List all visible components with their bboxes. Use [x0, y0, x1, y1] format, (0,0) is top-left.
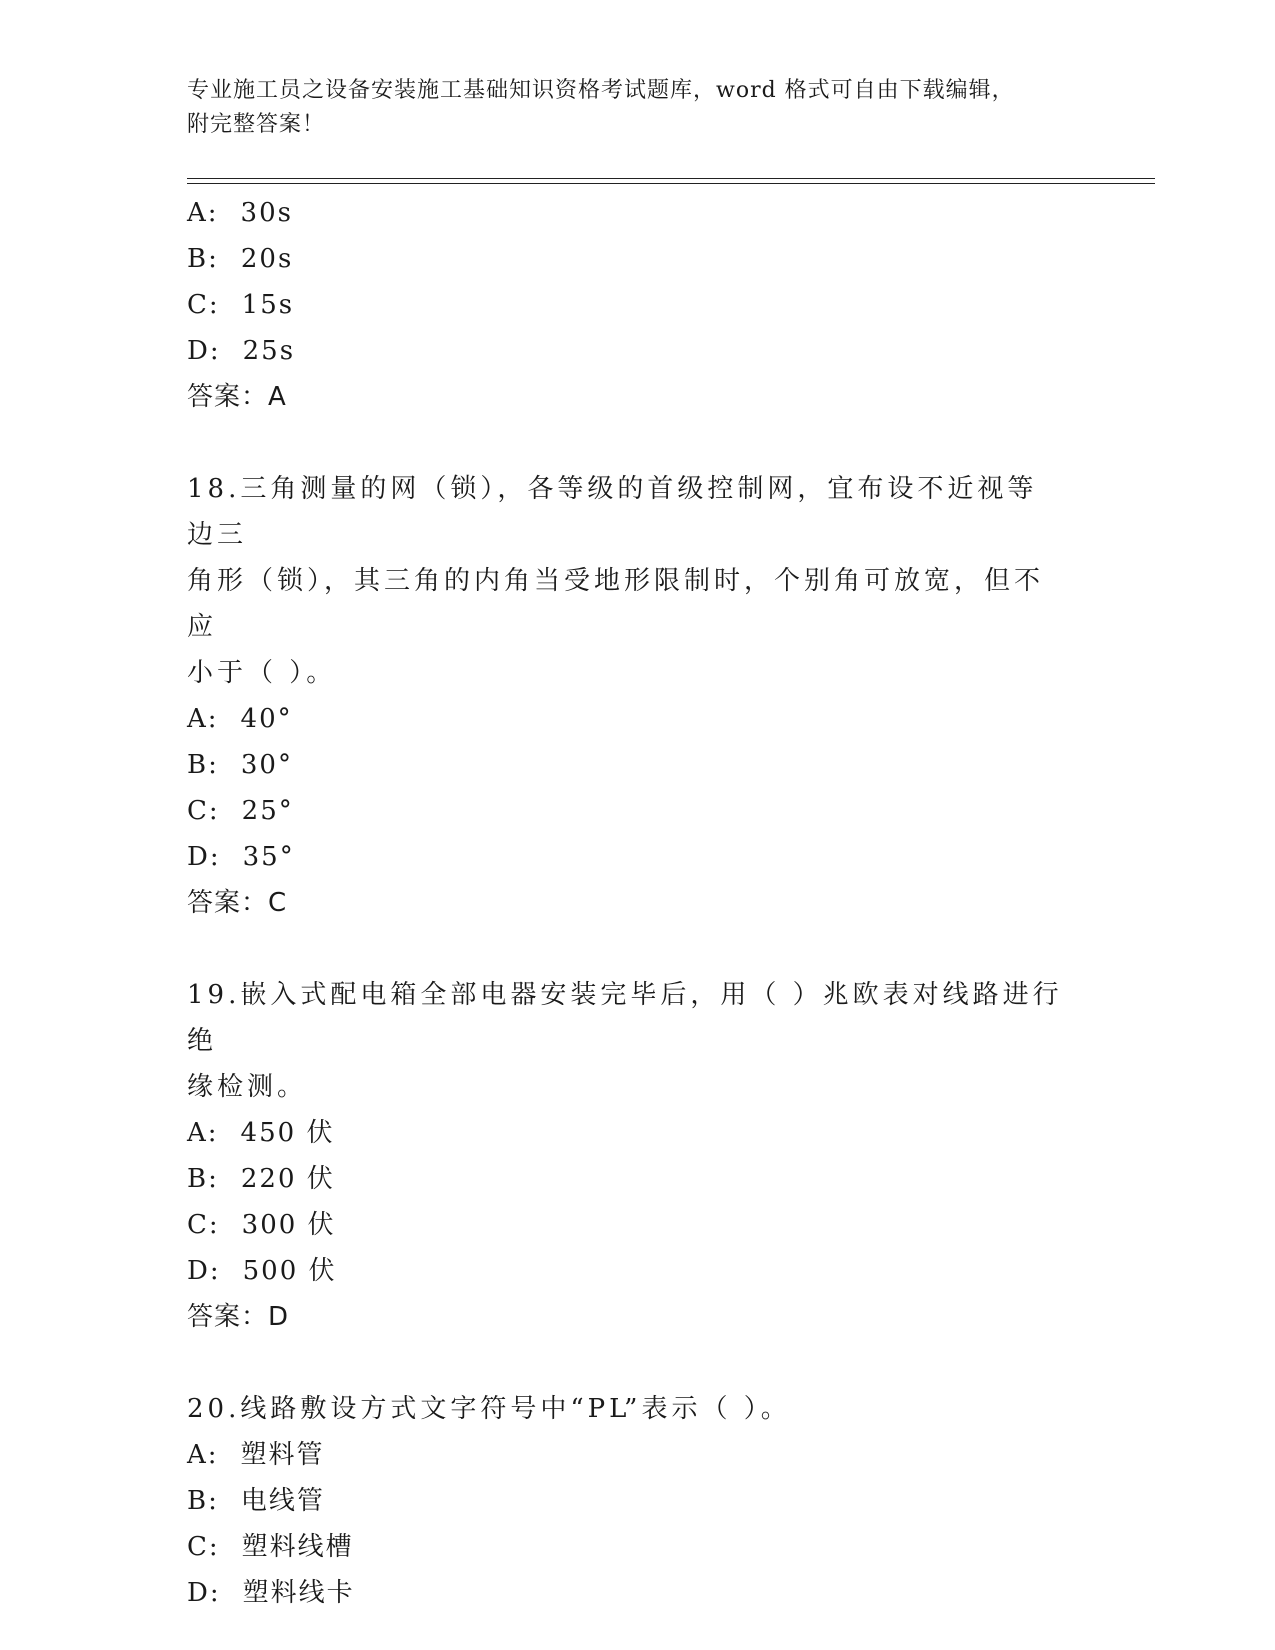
option-d [187, 1570, 1087, 1616]
option-letter: B: [187, 244, 219, 274]
question-17 [187, 190, 1087, 420]
option-c [187, 1524, 1087, 1570]
question-text [187, 972, 1067, 1110]
option-letter: A: [187, 704, 219, 734]
option-d [187, 834, 1087, 880]
option-letter: B: [187, 1164, 219, 1194]
question-text-line: 19.嵌入式配电箱全部电器安装完毕后，用（ ）兆欧表对线路进行绝 [187, 980, 1063, 1056]
option-b [187, 1478, 1087, 1524]
question-18 [187, 466, 1087, 926]
option-b [187, 236, 1087, 282]
option-letter: D: [187, 336, 221, 366]
question-text-line: 角形（锁），其三角的内角当受地形限制时，个别角可放宽，但不应 [187, 566, 1045, 642]
option-text: 500 伏 [242, 1256, 337, 1286]
option-letter: C: [187, 290, 220, 320]
option-text: 220 伏 [240, 1164, 335, 1194]
option-text: 30s [240, 198, 293, 228]
option-text: 塑料线卡 [242, 1578, 355, 1608]
spacer [187, 420, 1087, 466]
option-letter: C: [187, 1210, 220, 1240]
option-a [187, 1110, 1087, 1156]
option-text: 30° [240, 750, 293, 780]
header-title-line-2: 附完整答案！ [187, 112, 326, 137]
option-text: 20s [240, 244, 294, 274]
option-a [187, 1432, 1087, 1478]
question-text-line: 小于（ ）。 [187, 658, 337, 688]
option-text: 塑料线槽 [241, 1532, 354, 1562]
question-text-line: 20.线路敷设方式文字符号中“PL”表示（ ）。 [187, 1394, 791, 1424]
option-text: 35° [242, 842, 295, 872]
option-text: 300 伏 [241, 1210, 336, 1240]
option-letter: C: [187, 796, 220, 826]
option-text: 25s [242, 336, 296, 366]
option-letter: C: [187, 1532, 220, 1562]
answer-line: 答案：D [187, 1302, 290, 1332]
header-title-line-1: 专业施工员之设备安装施工基础知识资格考试题库，word 格式可自由下载编辑， [187, 78, 1015, 103]
option-a [187, 696, 1087, 742]
option-letter: D: [187, 1578, 221, 1608]
question-list [187, 190, 1087, 1616]
header-divider-top [187, 178, 1155, 179]
option-letter: D: [187, 842, 221, 872]
option-d [187, 1248, 1087, 1294]
option-letter: B: [187, 750, 219, 780]
option-c [187, 788, 1087, 834]
option-text: 电线管 [240, 1486, 325, 1516]
option-letter: A: [187, 1440, 219, 1470]
question-text [187, 466, 1067, 696]
option-letter: A: [187, 1118, 219, 1148]
option-text: 450 伏 [240, 1118, 335, 1148]
document-header [187, 74, 1087, 142]
spacer [187, 1340, 1087, 1386]
option-text: 40° [240, 704, 293, 734]
answer-line: 答案：A [187, 382, 287, 412]
option-b [187, 742, 1087, 788]
option-c [187, 282, 1087, 328]
option-b [187, 1156, 1087, 1202]
answer-line: 答案：C [187, 888, 288, 918]
question-text-line: 18.三角测量的网（锁），各等级的首级控制网，宜布设不近视等边三 [187, 474, 1038, 550]
option-letter: A: [187, 198, 219, 228]
question-20 [187, 1386, 1087, 1616]
option-a [187, 190, 1087, 236]
question-text-line: 缘检测。 [187, 1072, 308, 1102]
option-letter: D: [187, 1256, 221, 1286]
question-19 [187, 972, 1087, 1340]
option-c [187, 1202, 1087, 1248]
option-text: 25° [241, 796, 294, 826]
option-text: 15s [241, 290, 295, 320]
spacer [187, 926, 1087, 972]
question-text [187, 1386, 1067, 1432]
header-divider-bottom [187, 183, 1155, 184]
option-text: 塑料管 [240, 1440, 325, 1470]
option-d [187, 328, 1087, 374]
option-letter: B: [187, 1486, 219, 1516]
